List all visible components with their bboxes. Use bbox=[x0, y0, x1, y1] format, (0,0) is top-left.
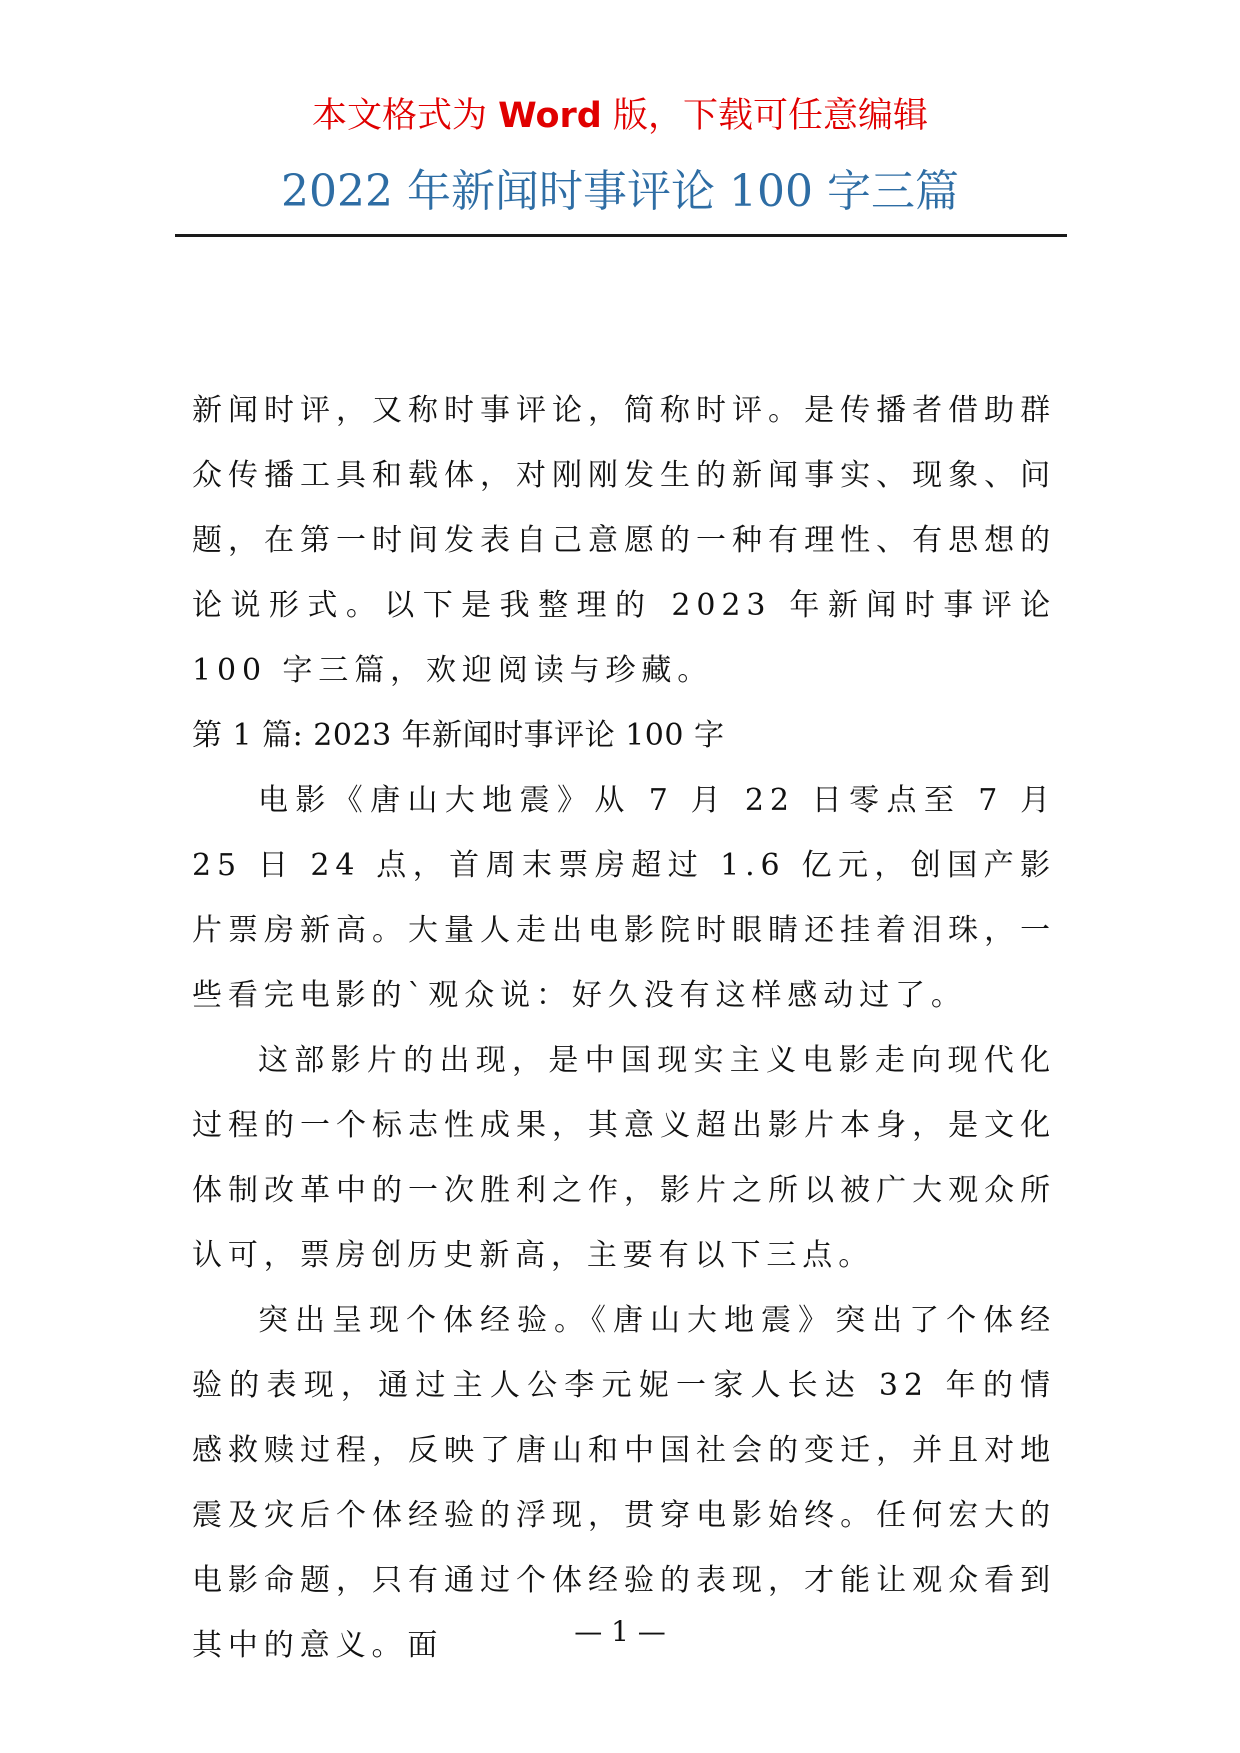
section-heading: 第 1 篇: 2023 年新闻时事评论 100 字 bbox=[192, 718, 725, 753]
body-paragraph: 突出呈现个体经验。《唐山大地震》突出了个体经验的表现，通过主人公李元妮一家人长达 32 年的情感救赎过程，反映了唐山和中国社会的变迁，并且对地震及灾后个体经验的浮现，贯穿电影始终。任何宏大的电影命题，只有通过个体经验的表现，才能让观众看到其中的意义。面 bbox=[192, 1303, 1056, 1663]
banner-word: Word bbox=[498, 96, 602, 136]
document-body bbox=[192, 378, 1056, 1678]
page-number: — 1 — bbox=[574, 1615, 666, 1648]
intro-paragraph: 新闻时评，又称时事评论，简称时评。是传播者借助群众传播工具和载体，对刚刚发生的新闻事实、现象、问题，在第一时间发表自己意愿的一种有理性、有思想的论说形式。以下是我整理的 2023 年新闻时事评论 100 字三篇，欢迎阅读与珍藏。 bbox=[192, 393, 1056, 688]
body-paragraph: 这部影片的出现，是中国现实主义电影走向现代化过程的一个标志性成果，其意义超出影片本身，是文化体制改革中的一次胜利之作，影片之所以被广大观众所认可，票房创历史新高，主要有以下三点。 bbox=[192, 1043, 1056, 1273]
word-format-banner bbox=[0, 92, 1240, 140]
body-paragraph: 电影《唐山大地震》从 7 月 22 日零点至 7 月 25 日 24 点，首周末票房超过 1.6 亿元，创国产影片票房新高。大量人走出电影院时眼睛还挂着泪珠，一些看完电影的`观众说：好久没有这样感动过了。 bbox=[192, 783, 1056, 1013]
document-title: 2022 年新闻时事评论 100 字三篇 bbox=[281, 166, 959, 217]
banner-suffix: 版，下载可任意编辑 bbox=[601, 96, 928, 136]
banner-prefix: 本文格式为 bbox=[312, 96, 499, 136]
title-divider bbox=[175, 234, 1067, 237]
